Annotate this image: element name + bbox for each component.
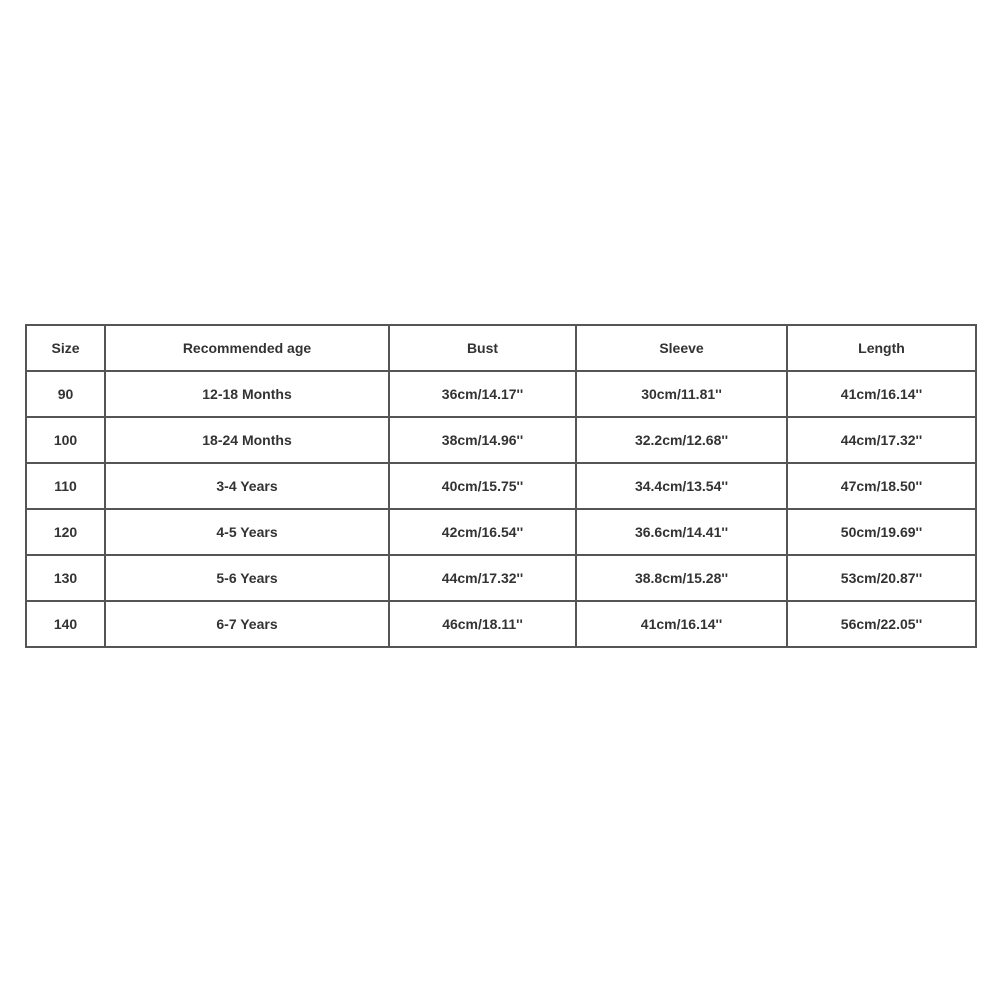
cell-size: 140 [26,601,105,647]
table-row [26,417,976,463]
table-row [26,555,976,601]
cell-length: 56cm/22.05'' [787,601,976,647]
cell-size: 110 [26,463,105,509]
table-row [26,601,976,647]
cell-length: 47cm/18.50'' [787,463,976,509]
cell-recommended-age: 12-18 Months [105,371,389,417]
cell-length: 50cm/19.69'' [787,509,976,555]
cell-sleeve: 30cm/11.81'' [576,371,787,417]
header-size: Size [26,325,105,371]
header-length: Length [787,325,976,371]
table-row [26,509,976,555]
cell-length: 53cm/20.87'' [787,555,976,601]
header-row [26,325,976,371]
cell-bust: 42cm/16.54'' [389,509,576,555]
cell-length: 41cm/16.14'' [787,371,976,417]
cell-bust: 46cm/18.11'' [389,601,576,647]
cell-sleeve: 32.2cm/12.68'' [576,417,787,463]
cell-recommended-age: 4-5 Years [105,509,389,555]
size-chart-table [25,324,977,648]
cell-bust: 40cm/15.75'' [389,463,576,509]
cell-recommended-age: 18-24 Months [105,417,389,463]
cell-size: 130 [26,555,105,601]
cell-sleeve: 34.4cm/13.54'' [576,463,787,509]
cell-length: 44cm/17.32'' [787,417,976,463]
cell-recommended-age: 3-4 Years [105,463,389,509]
cell-bust: 38cm/14.96'' [389,417,576,463]
cell-sleeve: 41cm/16.14'' [576,601,787,647]
table-row [26,371,976,417]
header-recommended-age: Recommended age [105,325,389,371]
cell-size: 90 [26,371,105,417]
cell-sleeve: 36.6cm/14.41'' [576,509,787,555]
cell-recommended-age: 5-6 Years [105,555,389,601]
cell-size: 120 [26,509,105,555]
header-bust: Bust [389,325,576,371]
cell-size: 100 [26,417,105,463]
cell-bust: 44cm/17.32'' [389,555,576,601]
cell-sleeve: 38.8cm/15.28'' [576,555,787,601]
cell-bust: 36cm/14.17'' [389,371,576,417]
table-row [26,463,976,509]
header-sleeve: Sleeve [576,325,787,371]
cell-recommended-age: 6-7 Years [105,601,389,647]
